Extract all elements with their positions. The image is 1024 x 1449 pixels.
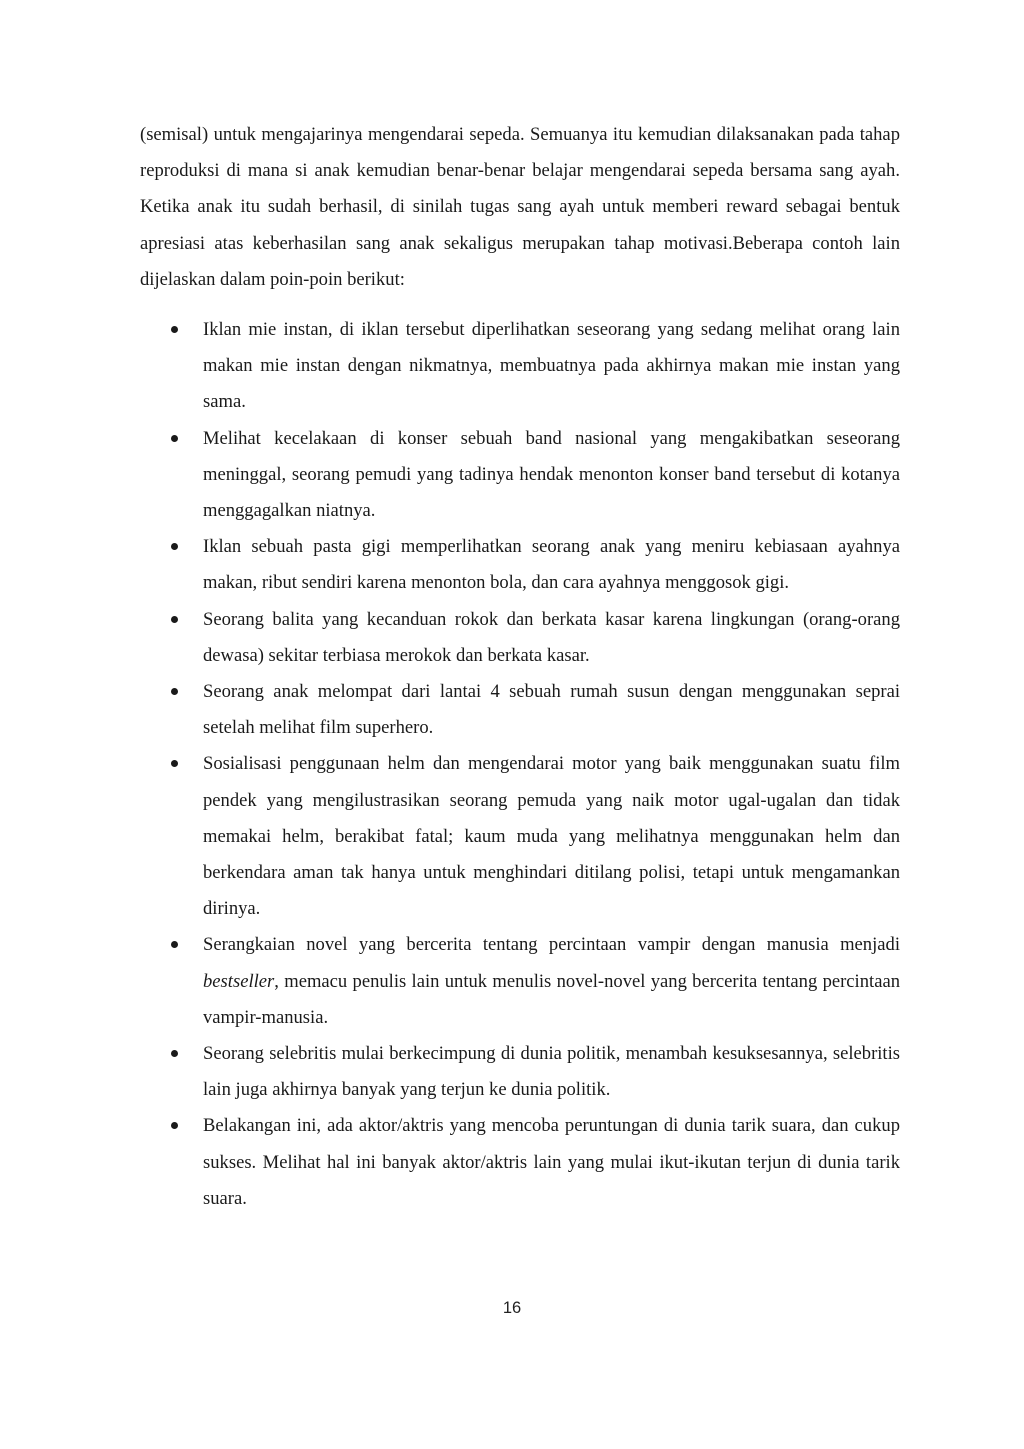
- list-item: [140, 1108, 900, 1217]
- list-item-text: Belakangan ini, ada aktor/aktris yang mencoba peruntungan di dunia tarik suara, dan cukup sukses. Melihat hal ini banyak aktor/aktris lain yang mulai ikut-ikutan terjun di dunia tarik suara.: [203, 1115, 900, 1209]
- bullet-icon: [171, 941, 178, 948]
- list-item: [140, 746, 900, 927]
- list-item: [140, 602, 900, 674]
- bullet-icon: [171, 1050, 178, 1057]
- list-item: [140, 674, 900, 746]
- page-content: [140, 117, 900, 1217]
- bullet-icon: [171, 688, 178, 695]
- list-item-text: Seorang selebritis mulai berkecimpung di dunia politik, menambah kesuksesannya, selebritis lain juga akhirnya banyak yang terjun ke dunia politik.: [203, 1043, 900, 1101]
- list-item-text: Iklan sebuah pasta gigi memperlihatkan seorang anak yang meniru kebiasaan ayahnya makan, ribut sendiri karena menonton bola, dan cara ayahnya menggosok gigi.: [203, 536, 900, 594]
- list-item-text: Melihat kecelakaan di konser sebuah band nasional yang mengakibatkan seseorang meninggal, seorang pemudi yang tadinya hendak menonton konser band tersebut di kotanya menggagalkan niatnya.: [203, 427, 900, 522]
- bullet-icon: [171, 760, 178, 767]
- list-item: [140, 421, 900, 530]
- italic-term: bestseller: [203, 970, 275, 992]
- list-item: [140, 529, 900, 601]
- list-item: [140, 1036, 900, 1108]
- bullet-icon: [171, 543, 178, 550]
- list-item-text: Iklan mie instan, di iklan tersebut diperlihatkan seseorang yang sedang melihat orang lain makan mie instan dengan nikmatnya, membuatnya pada akhirnya makan mie instan yang sama.: [203, 319, 900, 413]
- bullet-icon: [171, 326, 178, 333]
- list-item-text: Seorang balita yang kecanduan rokok dan berkata kasar karena lingkungan (orang-orang dewasa) sekitar terbiasa merokok dan berkata kasar.: [203, 608, 900, 666]
- list-item-text: Sosialisasi penggunaan helm dan mengendarai motor yang baik menggunakan suatu film pendek yang mengilustrasikan seorang pemuda yang naik motor ugal-ugalan dan tidak memakai helm, berakibat fatal; kaum muda yang melihatnya menggunakan helm dan berkendara aman tak hanya untuk menghindari ditilang polisi, tetapi untuk mengamankan dirinya.: [203, 753, 900, 920]
- list-item-text-after: , memacu penulis lain untuk menulis novel-novel yang bercerita tentang percintaan vampir-manusia.: [203, 970, 900, 1028]
- list-item: [140, 927, 900, 1036]
- bullet-icon: [171, 616, 178, 623]
- bullet-icon: [171, 1122, 178, 1129]
- intro-paragraph: (semisal) untuk mengajarinya mengendarai sepeda. Semuanya itu kemudian dilaksanakan pada tahap reproduksi di mana si anak kemudian benar-benar belajar mengendarai sepeda bersama sang ayah. Ketika anak itu sudah berhasil, di sinilah tugas sang ayah untuk memberi reward sebagai bentuk apresiasi atas keberhasilan sang anak sekaligus merupakan tahap motivasi.Beberapa contoh lain dijelaskan dalam poin-poin berikut:: [140, 124, 900, 290]
- bullet-icon: [171, 435, 178, 442]
- list-item: [140, 312, 900, 421]
- example-list: [140, 312, 900, 1217]
- list-item-text: Seorang anak melompat dari lantai 4 sebuah rumah susun dengan menggunakan seprai setelah melihat film superhero.: [203, 681, 900, 739]
- page-number: 16: [502, 1299, 522, 1317]
- list-item-text-before: Serangkaian novel yang bercerita tentang percintaan vampir dengan manusia menjadi: [203, 934, 900, 956]
